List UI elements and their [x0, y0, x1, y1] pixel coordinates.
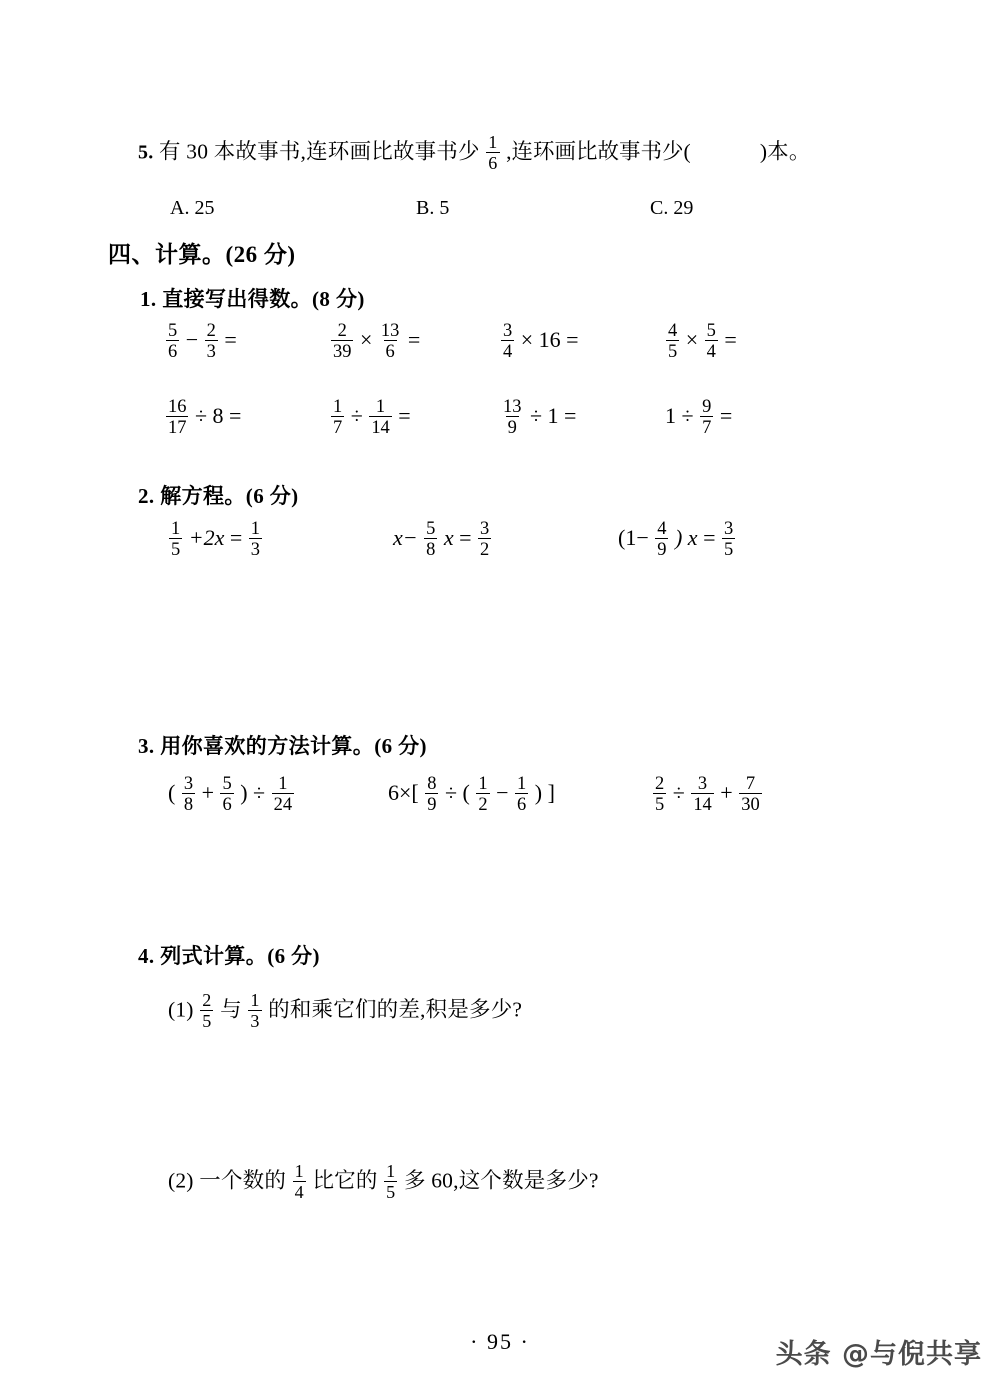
fraction-denominator: 9	[657, 539, 667, 560]
whole-number: 1	[665, 403, 676, 429]
question-5-fraction	[486, 133, 499, 172]
fraction-numerator: 4	[657, 517, 667, 538]
fraction-denominator: 17	[168, 417, 187, 438]
fraction-denominator: 9	[427, 794, 437, 815]
equation-lhs-tail: x	[443, 525, 454, 551]
operator: ÷	[350, 403, 363, 429]
fraction-denominator: 7	[702, 417, 712, 438]
fraction-denominator: 4	[503, 341, 513, 362]
word-problem-2	[168, 1160, 599, 1202]
word-problem-mid: 与	[220, 997, 242, 1022]
method-row	[0, 772, 1000, 845]
arithmetic-item	[665, 395, 733, 438]
fraction	[424, 519, 437, 559]
operator: ÷	[529, 403, 543, 429]
fraction-denominator: 3	[250, 1011, 260, 1031]
fraction	[700, 397, 713, 437]
equation-item	[393, 517, 492, 560]
arithmetic-item	[500, 319, 579, 362]
arithmetic-item	[665, 319, 737, 362]
fraction-numerator: 1	[333, 395, 343, 416]
fraction	[476, 774, 489, 814]
fraction-denominator: 30	[741, 794, 760, 815]
fraction-denominator: 24	[273, 794, 293, 815]
fraction-numerator: 2	[206, 319, 216, 340]
fraction-numerator: 5	[426, 517, 436, 538]
subsection-3-heading: 3. 用你喜欢的方法计算。(6 分)	[138, 734, 427, 758]
arithmetic-item	[165, 319, 237, 362]
fraction-numerator: 1	[375, 395, 386, 416]
arithmetic-item	[165, 395, 242, 438]
fraction	[248, 991, 261, 1030]
word-problem-lead: 一个数的	[199, 1168, 287, 1193]
fraction-numerator: 4	[668, 319, 678, 340]
arithmetic-row-2	[0, 395, 1000, 468]
fraction-numerator: 1	[478, 772, 488, 793]
equals-sign: =	[719, 403, 733, 429]
whole-number: 8	[212, 403, 224, 429]
fraction	[515, 774, 528, 814]
fraction-denominator: 4	[294, 1182, 304, 1202]
fraction-denominator: 4	[706, 341, 716, 362]
fraction-denominator: 39	[333, 341, 352, 362]
question-5-text-tail: )本。	[759, 139, 811, 164]
word-problem-1	[168, 989, 523, 1031]
fraction-denominator: 6	[168, 341, 178, 362]
fraction	[379, 321, 401, 361]
arithmetic-item	[330, 319, 421, 362]
close-paren: )	[534, 780, 543, 806]
fraction-denominator: 8	[426, 539, 436, 560]
fraction-numerator: 3	[697, 772, 708, 793]
fraction	[331, 321, 353, 361]
fraction-denominator: 2	[478, 794, 488, 815]
question-5	[138, 131, 811, 173]
operator: −	[185, 327, 199, 353]
operator: ×	[520, 327, 534, 353]
option-c[interactable]: C. 29	[650, 197, 694, 219]
fraction	[166, 397, 188, 437]
equals-sign: =	[407, 327, 421, 353]
fraction-denominator: 5	[386, 1182, 396, 1202]
fraction-numerator: 16	[168, 395, 187, 416]
fraction-denominator: 14	[371, 417, 390, 438]
method-lead: 6×[	[388, 780, 419, 806]
fraction-denominator: 8	[183, 794, 194, 815]
fraction	[220, 774, 233, 814]
fraction-numerator: 13	[503, 395, 522, 416]
subsection-4-heading: 4. 列式计算。(6 分)	[138, 944, 320, 968]
section-heading: 四、计算。(26 分)	[108, 242, 296, 267]
fraction	[369, 397, 391, 437]
fraction-numerator: 2	[655, 772, 665, 793]
fraction-numerator: 2	[337, 319, 347, 340]
fraction-numerator: 3	[723, 517, 734, 538]
equals-sign: =	[566, 327, 579, 353]
fraction-denominator: 5	[723, 539, 734, 560]
subsection-1-heading: 1. 直接写出得数。(8 分)	[140, 287, 365, 311]
fraction-denominator: 6	[488, 153, 498, 173]
operator: −	[496, 780, 509, 806]
fraction-denominator: 2	[480, 539, 490, 560]
fraction-denominator: 3	[250, 539, 261, 560]
whole-number: 1	[547, 403, 559, 429]
question-5-options	[0, 197, 1000, 225]
fraction	[425, 774, 438, 814]
arithmetic-row-1	[0, 319, 1000, 392]
open-paren: (	[168, 780, 176, 806]
option-b[interactable]: B. 5	[416, 197, 450, 219]
fraction	[501, 321, 514, 361]
fraction	[331, 397, 344, 437]
fraction	[691, 774, 713, 814]
operator: ÷	[194, 403, 208, 429]
whole-number: 16	[538, 327, 561, 353]
equation-lhs-lead: (1−	[618, 525, 649, 551]
watermark: 头条 @与倪共享	[775, 1339, 982, 1370]
fraction-numerator: 1	[171, 517, 181, 538]
fraction-denominator: 5	[655, 794, 665, 815]
fraction-numerator: 1	[517, 772, 527, 793]
operator: ÷	[253, 780, 266, 806]
equals-sign: =	[229, 403, 242, 429]
question-5-text-before: 有 30 本故事书,连环画比故事书少	[158, 139, 480, 164]
fraction-denominator: 6	[517, 794, 527, 815]
fraction-numerator: 8	[427, 772, 437, 793]
fraction	[501, 397, 523, 437]
equation-item	[168, 517, 263, 560]
fraction-numerator: 3	[503, 319, 513, 340]
word-problem-mid: 比它的	[312, 1168, 378, 1193]
fraction-numerator: 1	[386, 1160, 396, 1181]
fraction	[272, 774, 294, 814]
fraction	[169, 519, 182, 559]
option-a[interactable]: A. 25	[170, 197, 215, 219]
fraction-numerator: 1	[294, 1160, 304, 1181]
fraction-numerator: 1	[488, 131, 498, 152]
fraction-numerator: 3	[480, 517, 490, 538]
arithmetic-item	[330, 395, 411, 438]
equals-sign: =	[398, 403, 411, 429]
fraction	[739, 774, 761, 814]
equals-sign: =	[229, 525, 243, 551]
fraction-numerator: 5	[222, 772, 232, 793]
fraction-numerator: 3	[183, 772, 194, 793]
fraction-denominator: 7	[333, 417, 343, 438]
fraction-denominator: 5	[202, 1011, 212, 1031]
fraction-denominator: 5	[668, 341, 678, 362]
close-paren: )	[240, 780, 248, 806]
fraction	[249, 519, 262, 559]
open-paren: (	[462, 780, 470, 806]
equation-lhs-tail: +2x	[188, 525, 225, 551]
fraction-numerator: 1	[250, 517, 261, 538]
fraction-numerator: 1	[250, 989, 260, 1010]
fraction	[293, 1162, 306, 1201]
fraction-numerator: 5	[168, 319, 178, 340]
fraction-denominator: 14	[693, 794, 712, 815]
word-problem-label: (1)	[168, 997, 194, 1022]
fraction-numerator: 2	[202, 989, 212, 1010]
operator: +	[720, 780, 733, 806]
equals-sign: =	[224, 327, 237, 353]
question-5-text-after: ,连环画比故事书少(	[506, 139, 691, 164]
subsection-2-heading: 2. 解方程。(6 分)	[138, 484, 299, 508]
operator: +	[201, 780, 214, 806]
method-item	[388, 772, 555, 815]
fraction	[200, 991, 213, 1030]
operator: ÷	[672, 780, 685, 806]
equals-sign: =	[703, 525, 716, 551]
fraction-numerator: 7	[745, 772, 756, 793]
word-problem-tail: 的和乘它们的差,积是多少?	[268, 997, 523, 1022]
fraction	[478, 519, 491, 559]
fraction-denominator: 3	[206, 341, 216, 362]
operator: ×	[685, 327, 699, 353]
method-item	[168, 772, 295, 815]
word-problem-label: (2)	[168, 1168, 194, 1193]
fraction	[384, 1162, 397, 1201]
arithmetic-item	[500, 395, 577, 438]
equation-item	[618, 517, 736, 560]
equals-sign: =	[564, 403, 577, 429]
fraction	[166, 321, 179, 361]
fraction	[705, 321, 718, 361]
fraction-denominator: 6	[222, 794, 232, 815]
equation-lhs-lead: x−	[393, 525, 418, 551]
fraction	[653, 774, 666, 814]
fraction-numerator: 13	[380, 319, 400, 340]
fraction	[722, 519, 735, 559]
fraction-numerator: 9	[702, 395, 712, 416]
operator: ÷	[444, 780, 458, 806]
equation-lhs-tail: ) x	[674, 525, 698, 551]
word-problem-tail: 多 60,这个数是多少?	[403, 1168, 599, 1193]
equals-sign: =	[459, 525, 472, 551]
operator: ÷	[681, 403, 694, 429]
page-number: · 95 ·	[470, 1329, 530, 1354]
fraction	[182, 774, 195, 814]
close-bracket: ]	[547, 780, 555, 806]
equals-sign: =	[724, 327, 737, 353]
fraction-denominator: 6	[385, 341, 395, 362]
question-5-number: 5.	[138, 141, 154, 164]
method-item	[652, 772, 763, 815]
fraction-denominator: 5	[171, 539, 181, 560]
equation-row	[0, 517, 1000, 590]
fraction	[666, 321, 679, 361]
fraction	[205, 321, 218, 361]
fraction-denominator: 9	[507, 417, 517, 438]
fraction	[655, 519, 668, 559]
fraction-numerator: 5	[706, 319, 716, 340]
fraction-numerator: 1	[278, 772, 288, 793]
operator: ×	[359, 327, 373, 353]
